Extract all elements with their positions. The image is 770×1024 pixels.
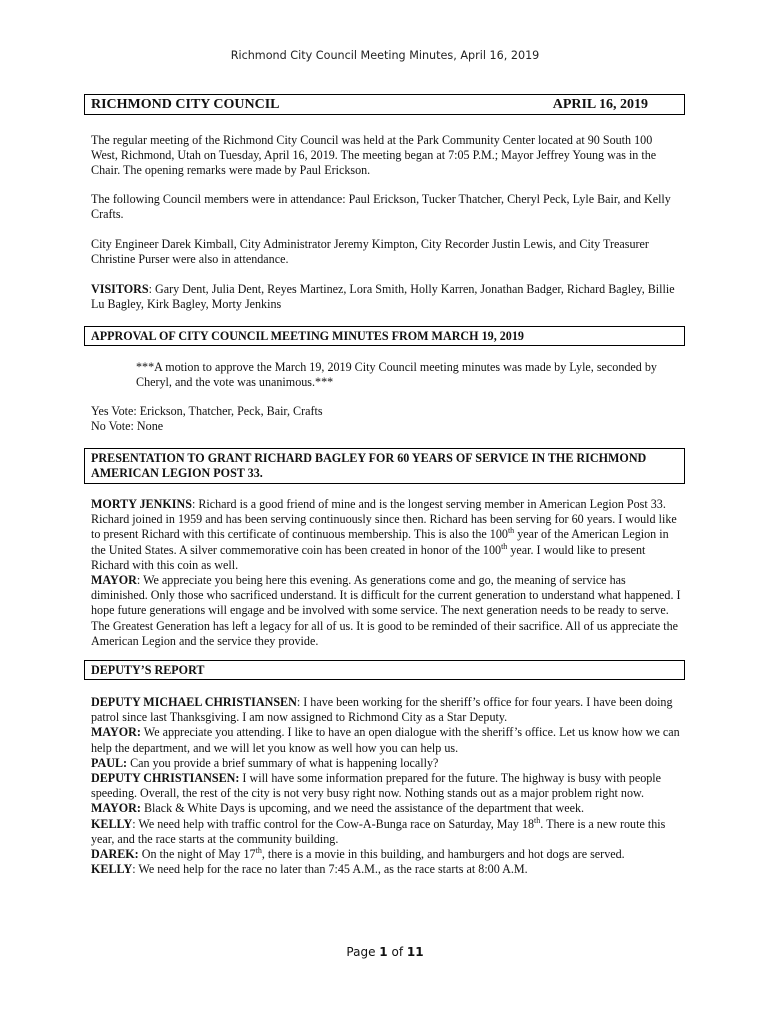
deputy-remarks <box>91 695 681 877</box>
speaker-label: MORTY JENKINS <box>91 497 192 511</box>
speaker-label: KELLY <box>91 816 133 831</box>
speaker-label: DAREK: <box>91 847 139 862</box>
footer-of: of <box>387 945 407 959</box>
ordinal-suffix: th <box>255 846 262 856</box>
speaker-label: KELLY <box>91 862 133 877</box>
visitors-list: : Gary Dent, Julia Dent, Reyes Martinez, Lora Smith, Holly Karren, Jonathan Badger, Richard Bagley, Billie Lu Bagley, Kirk Bagley, Morty Jenkins <box>91 282 675 312</box>
no-vote: No Vote: None <box>91 419 164 433</box>
remark-text: , there is a movie in this building, and hamburgers and hot dogs are served. <box>261 847 625 862</box>
remark-text: I will have some information prepared for the future. The highway is busy with people speeding. Overall, the rest of the city is not very busy right now. Nothing stands out as a major problem right now. <box>91 771 662 801</box>
page-footer <box>0 945 770 960</box>
remark-text: Can you provide a brief summary of what is happening locally? <box>127 755 439 770</box>
remark-text: On the night of May 17 <box>138 847 256 862</box>
council-title: RICHMOND CITY COUNCIL <box>91 97 280 112</box>
visitors-paragraph <box>91 282 681 312</box>
remark-text: : We need help with traffic control for the Cow-A-Bunga race on Saturday, May 18 <box>132 816 535 831</box>
ordinal-suffix: th <box>534 815 541 825</box>
remark-text: year of the American Legion in the United States. A silver commemorative coin has been created in honor of the 100 <box>91 527 669 557</box>
page-total: 11 <box>406 945 424 959</box>
deputy-heading: DEPUTY’S REPORT <box>84 660 685 680</box>
ordinal-suffix: th <box>507 526 515 536</box>
remark-text: : We appreciate you being here this evening. As generations come and go, the meaning of service has diminished. Only those who sacrificed understand. It is difficult for the current generation to understand what happened. I hope future generations will engage and be involved with some service. The next generation needs to be ready to serve. The Greatest Generation has left a legacy for all of us. It is good to be reminded of their sacrifice. All of us appreciate the American Legion and the service they provide. <box>91 573 681 648</box>
attendance-paragraph: The following Council members were in attendance: Paul Erickson, Tucker Thatcher, Cheryl Peck, Lyle Bair, and Kelly Crafts. <box>91 192 671 222</box>
approval-motion: ***A motion to approve the March 19, 2019 City Council meeting minutes was made by Lyle, seconded by Cheryl, and the vote was unanimous.*** <box>136 360 657 390</box>
remark-text: : Richard is a good friend of mine and is the longest serving member in American Legion Post 33. Richard joined in 1959 and has been serving continuously since then. Richard has been serving for 60 years. I would like to present Richard with this certificate of continuous membership. This is also the 100 <box>91 497 677 542</box>
speaker-label: DEPUTY MICHAEL CHRISTIANSEN <box>91 695 297 709</box>
speaker-label: PAUL: <box>91 755 128 770</box>
staff-paragraph: City Engineer Darek Kimball, City Administrator Jeremy Kimpton, City Recorder Justin Lewis, and City Treasurer Christine Purser were also in attendance. <box>91 237 649 267</box>
visitors-label: VISITORS <box>91 282 149 296</box>
footer-prefix: Page <box>346 945 380 959</box>
presentation-heading: PRESENTATION TO GRANT RICHARD BAGLEY FOR 60 YEARS OF SERVICE IN THE RICHMOND AMERICAN LEGION POST 33. <box>84 448 685 484</box>
approval-heading: APPROVAL OF CITY COUNCIL MEETING MINUTES FROM MARCH 19, 2019 <box>84 326 685 346</box>
ordinal-suffix: th <box>501 541 508 551</box>
intro-paragraph: The regular meeting of the Richmond City Council was held at the Park Community Center located at 90 South 100 West, Richmond, Utah on Tuesday, April 16, 2019. The meeting began at 7:05 P.M.; Mayor Jeffrey Young was in the Chair. The opening remarks were made by Paul Erickson. <box>91 133 657 178</box>
meeting-date: APRIL 16, 2019 <box>552 97 648 112</box>
speaker-label: DEPUTY CHRISTIANSEN: <box>91 771 240 786</box>
presentation-remarks <box>91 497 681 649</box>
title-bar <box>84 94 685 115</box>
page-number: 1 <box>379 945 388 959</box>
speaker-label: MAYOR: <box>91 725 141 740</box>
speaker-label: MAYOR: <box>91 801 141 816</box>
running-header: Richmond City Council Meeting Minutes, April 16, 2019 <box>230 49 540 62</box>
speaker-label: MAYOR <box>91 573 137 588</box>
remark-text: . There is a new route this year, and the race starts at the community building. <box>91 816 666 846</box>
remark-text: Black & White Days is upcoming, and we need the assistance of the department that week. <box>140 801 585 816</box>
remark-text: We appreciate you attending. I like to have an open dialogue with the sheriff’s office. Let us know how we can help the department, and we will let you know as well how you can help us. <box>91 725 680 755</box>
remark-text: year. I would like to present Richard with this coin as well. <box>91 542 646 572</box>
yes-vote: Yes Vote: Erickson, Thatcher, Peck, Bair, Crafts <box>91 404 323 418</box>
remark-text: : We need help for the race no later than 7:45 A.M., as the race starts at 8:00 A.M. <box>132 862 528 877</box>
remark-text: : I have been working for the sheriff’s office for four years. I have been doing patrol since last Thanksgiving. I am now assigned to Richmond City as a Star Deputy. <box>91 695 673 725</box>
